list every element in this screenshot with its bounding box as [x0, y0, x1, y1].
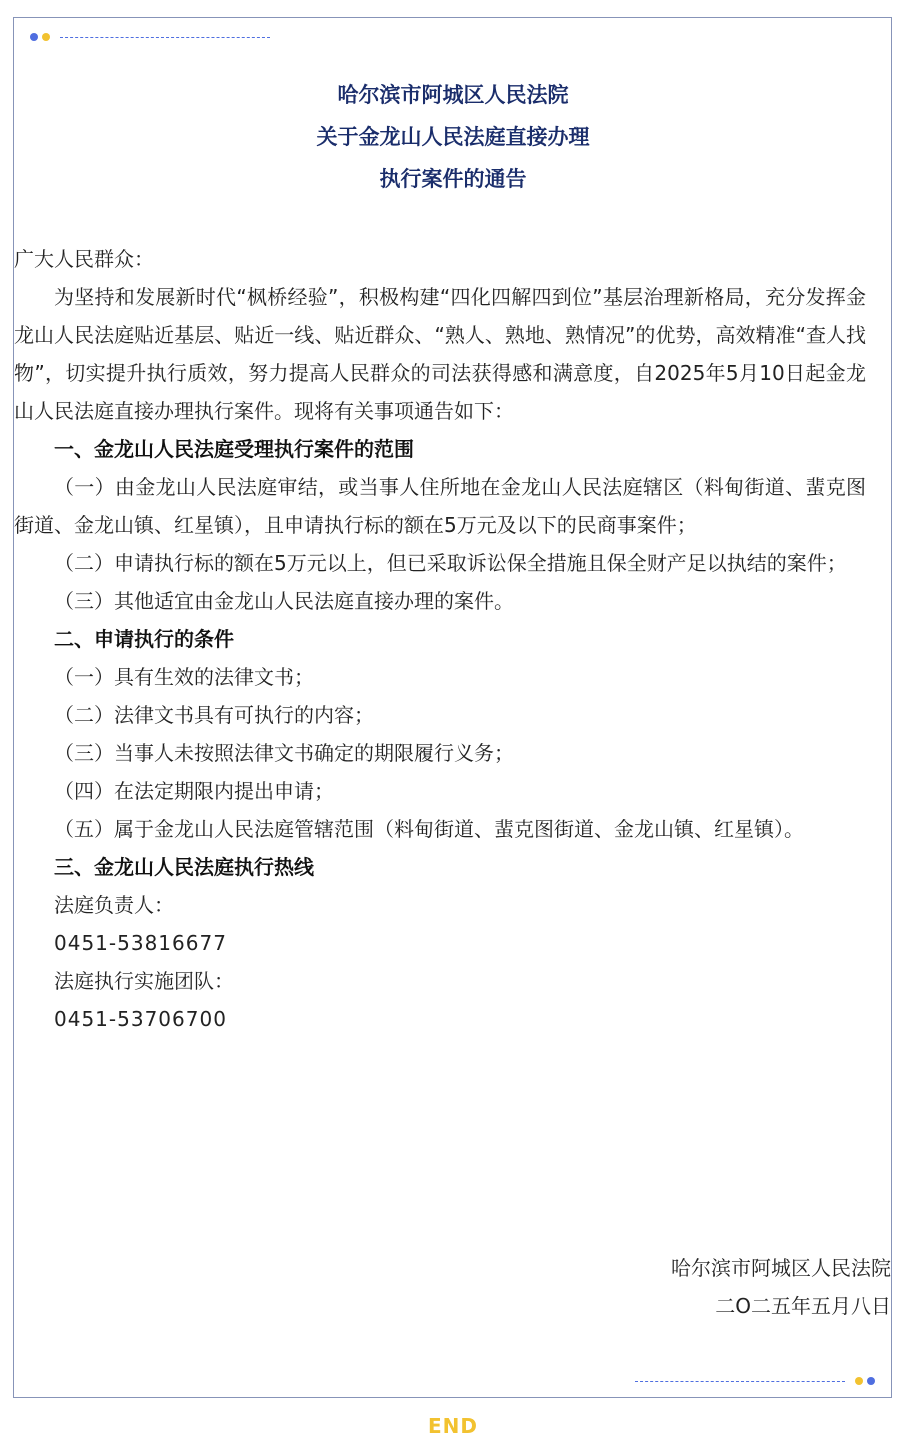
signature-block [671, 1249, 891, 1325]
top-decoration [30, 32, 270, 42]
end-label: END [427, 1414, 478, 1438]
section-2-item: （一）具有生效的法律文书； [54, 665, 314, 689]
blue-dot-icon [30, 33, 38, 41]
section-3-heading: 三、金龙山人民法庭执行热线 [54, 855, 314, 879]
section-1-item: （二）申请执行标的额在5万元以上，但已采取诉讼保全措施且保全财产足以执结的案件； [54, 551, 847, 575]
yellow-dot-icon [42, 33, 50, 41]
section-1-item: （一）由金龙山人民法庭审结，或当事人住所地在金龙山人民法庭辖区（料甸街道、蜚克图街道、金龙山镇、红星镇），且申请执行标的额在5万元及以下的民商事案件； [14, 475, 866, 537]
dashed-divider [60, 37, 270, 38]
title-line-2: 关于金龙山人民法庭直接办理 [316, 125, 590, 149]
blue-dot-icon [867, 1377, 875, 1385]
section-2-item: （五）属于金龙山人民法庭管辖范围（料甸街道、蜚克图街道、金龙山镇、红星镇）。 [54, 817, 804, 841]
section-2-item: （二）法律文书具有可执行的内容； [54, 703, 374, 727]
salutation: 广大人民群众： [14, 247, 154, 271]
section-2-item: （四）在法定期限内提出申请； [54, 779, 334, 803]
notice-body [14, 240, 866, 1038]
contact-2-label: 法庭执行实施团队： [54, 969, 234, 993]
title-line-1: 哈尔滨市阿城区人民法院 [337, 83, 569, 107]
notice-title [0, 74, 906, 200]
contact-2-phone[interactable]: 0451-53706700 [54, 1007, 227, 1031]
title-line-3: 执行案件的通告 [379, 167, 527, 191]
signature-date: 二O二五年五月八日 [715, 1294, 891, 1318]
section-2-item: （三）当事人未按照法律文书确定的期限履行义务； [54, 741, 514, 765]
dashed-divider [635, 1381, 845, 1382]
section-1-item: （三）其他适宜由金龙山人民法庭直接办理的案件。 [54, 589, 514, 613]
contact-1-phone[interactable]: 0451-53816677 [54, 931, 227, 955]
bottom-decoration [635, 1376, 875, 1386]
contact-1-label: 法庭负责人： [54, 893, 174, 917]
section-2-heading: 二、申请执行的条件 [54, 627, 234, 651]
yellow-dot-icon [855, 1377, 863, 1385]
signature-org: 哈尔滨市阿城区人民法院 [671, 1256, 891, 1280]
section-1-heading: 一、金龙山人民法庭受理执行案件的范围 [54, 437, 414, 461]
intro-paragraph: 为坚持和发展新时代“枫桥经验”，积极构建“四化四解四到位”基层治理新格局，充分发挥金龙山人民法庭贴近基层、贴近一线、贴近群众、“熟人、熟地、熟情况”的优势，高效精准“查人找物”，切实提升执行质效，努力提高人民群众的司法获得感和满意度，自2025年5月10日起金龙山人民法庭直接办理执行案件。现将有关事项通告如下： [14, 285, 866, 423]
